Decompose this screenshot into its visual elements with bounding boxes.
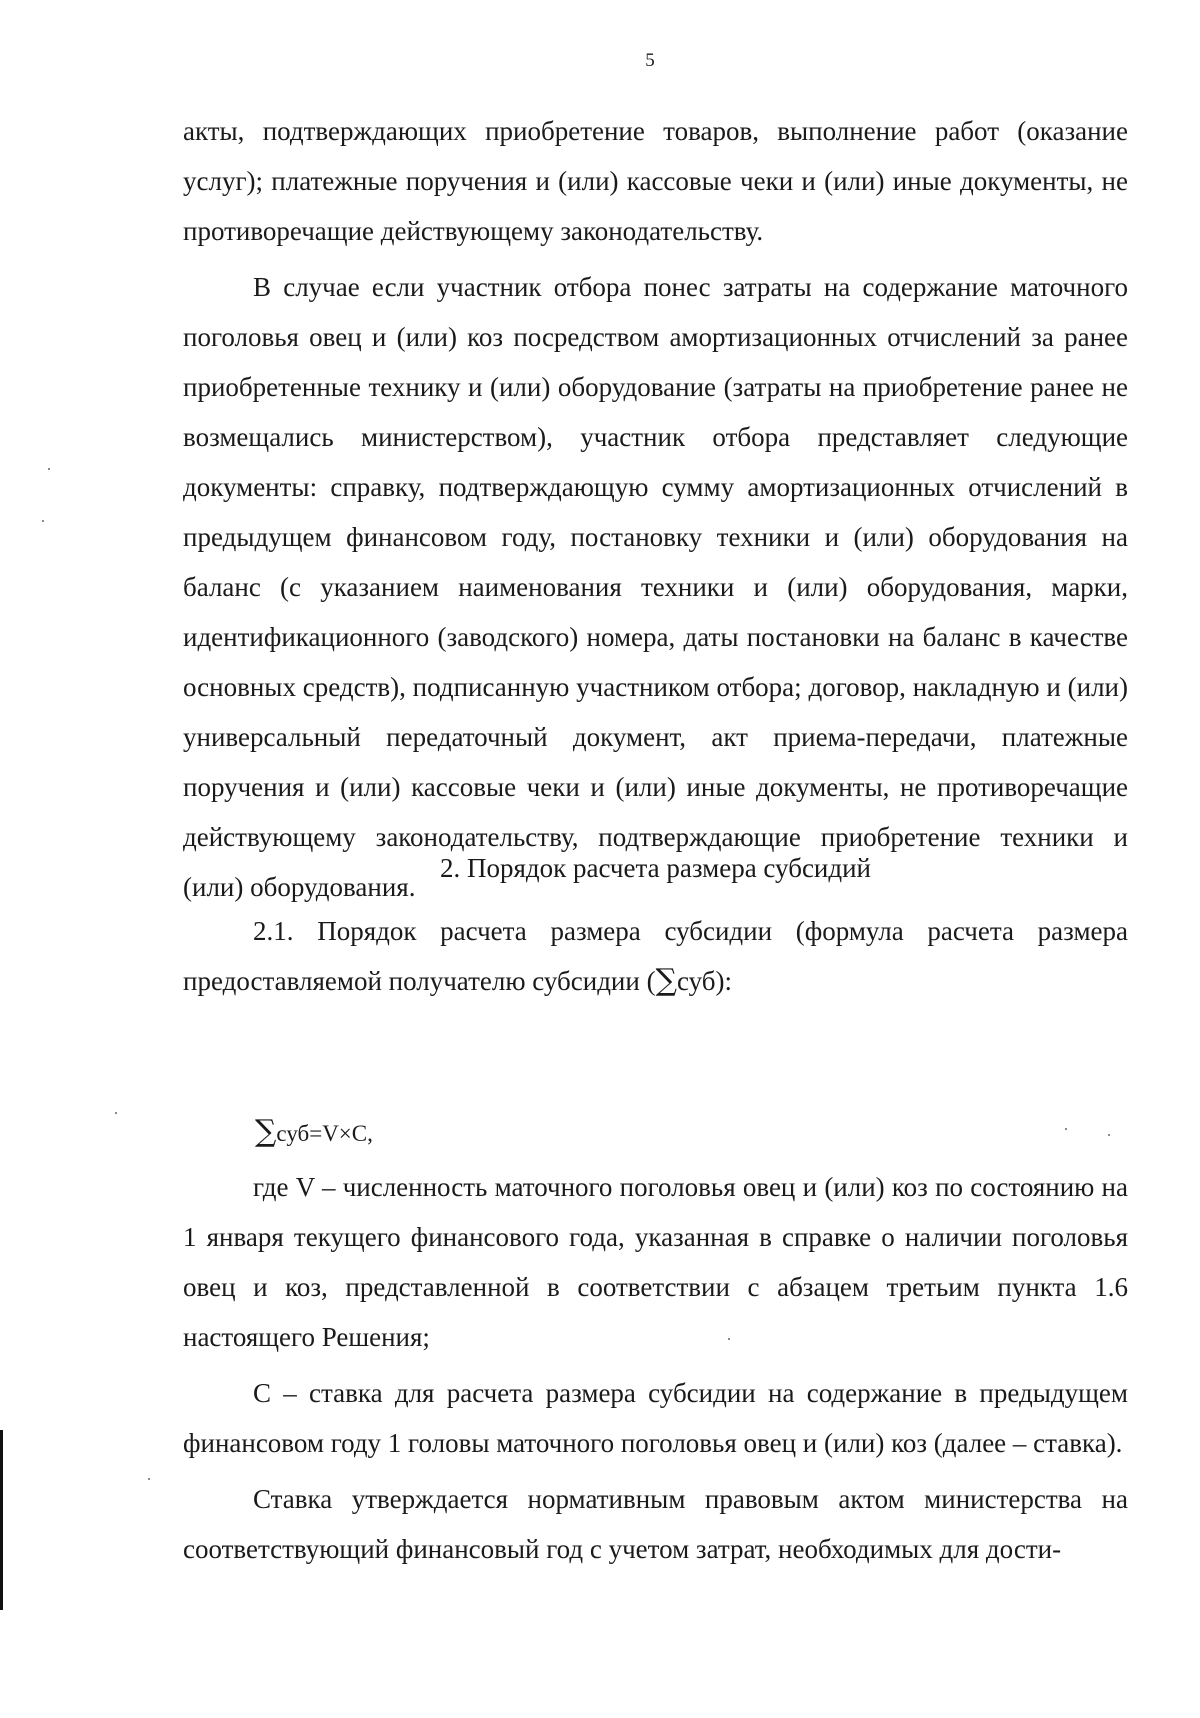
formula-sigma: ∑ [255, 1114, 277, 1149]
subsidy-label: суб [677, 966, 716, 996]
formula-text: суб=V×C, [276, 1121, 373, 1146]
paragraph-2-1-end: ): [715, 966, 733, 996]
scan-speck [148, 1478, 150, 1480]
paragraph-definition-v: где V – численность маточного поголовья овец и (или) коз по состоянию на 1 января текущего финансового года, указанная в справке о наличии поголовья овец и коз, представленной в соответствии с абзацем третьим пункта 1.6 настоящего Решения; [183, 1172, 1128, 1352]
page-number: 5 [645, 50, 655, 71]
body-text-bottom [183, 1162, 1128, 1574]
scan-speck [1065, 1128, 1067, 1130]
scan-speck [115, 1112, 117, 1114]
section-heading: 2. Порядок расчета размера субсидий [439, 853, 872, 883]
paragraph-continuation: акты, подтверждающих приобретение товаров, выполнение работ (оказание услуг); платежные поручения и (или) кассовые чеки и (или) иные документы, не противоречащие действующему законодательству. [183, 116, 1128, 246]
paragraph-rate: Ставка утверждается нормативным правовым актом министерства на соответствующий финансовый год с учетом затрат, необходимых для дости- [183, 1484, 1128, 1564]
paragraph-2-1-text [183, 906, 1128, 1006]
paragraph-amortization: В случае если участник отбора понес затраты на содержание маточного поголовья овец и (или) коз посредством амортизационных отчислений за ранее приобретенные технику и (или) оборудование (затраты на приобретение ранее не возмещались министерством), участник отбора представляет следующие документы: справку, подтверждающую сумму амортизационных отчислений в предыдущем финансовом году, постановку техники и (или) оборудования на баланс (с указанием наименования техники и (или) оборудования, марки, идентификационного (заводского) номера, даты постановки на баланс в качестве основных средств), подписанную участником отбора; договор, накладную и (или) универсальный передаточный документ, акт приема-передачи, платежные поручения и (или) кассовые чеки и (или) иные документы, не противоречащие действующему законодательству, подтверждающие приобретение техники и (или) оборудования. [183, 272, 1128, 902]
sigma-symbol: ∑ [655, 963, 677, 998]
scan-edge-mark [0, 1430, 3, 1610]
scan-speck [48, 468, 50, 470]
scan-speck [1108, 1134, 1110, 1136]
formula [255, 1112, 373, 1154]
paragraph-2-1 [183, 906, 1128, 1006]
paragraph-definition-c: С – ставка для расчета размера субсидии на содержание в предыдущем финансовом году 1 головы маточного поголовья овец и (или) коз (далее – ставка). [183, 1378, 1128, 1458]
body-text-top [183, 106, 1128, 912]
paragraph-2-1-start: 2.1. Порядок расчета размера субсидии (формула расчета размера предоставляемой получателю субсидии ( [183, 916, 1128, 996]
scan-speck [42, 520, 44, 522]
scan-speck [728, 1338, 730, 1340]
